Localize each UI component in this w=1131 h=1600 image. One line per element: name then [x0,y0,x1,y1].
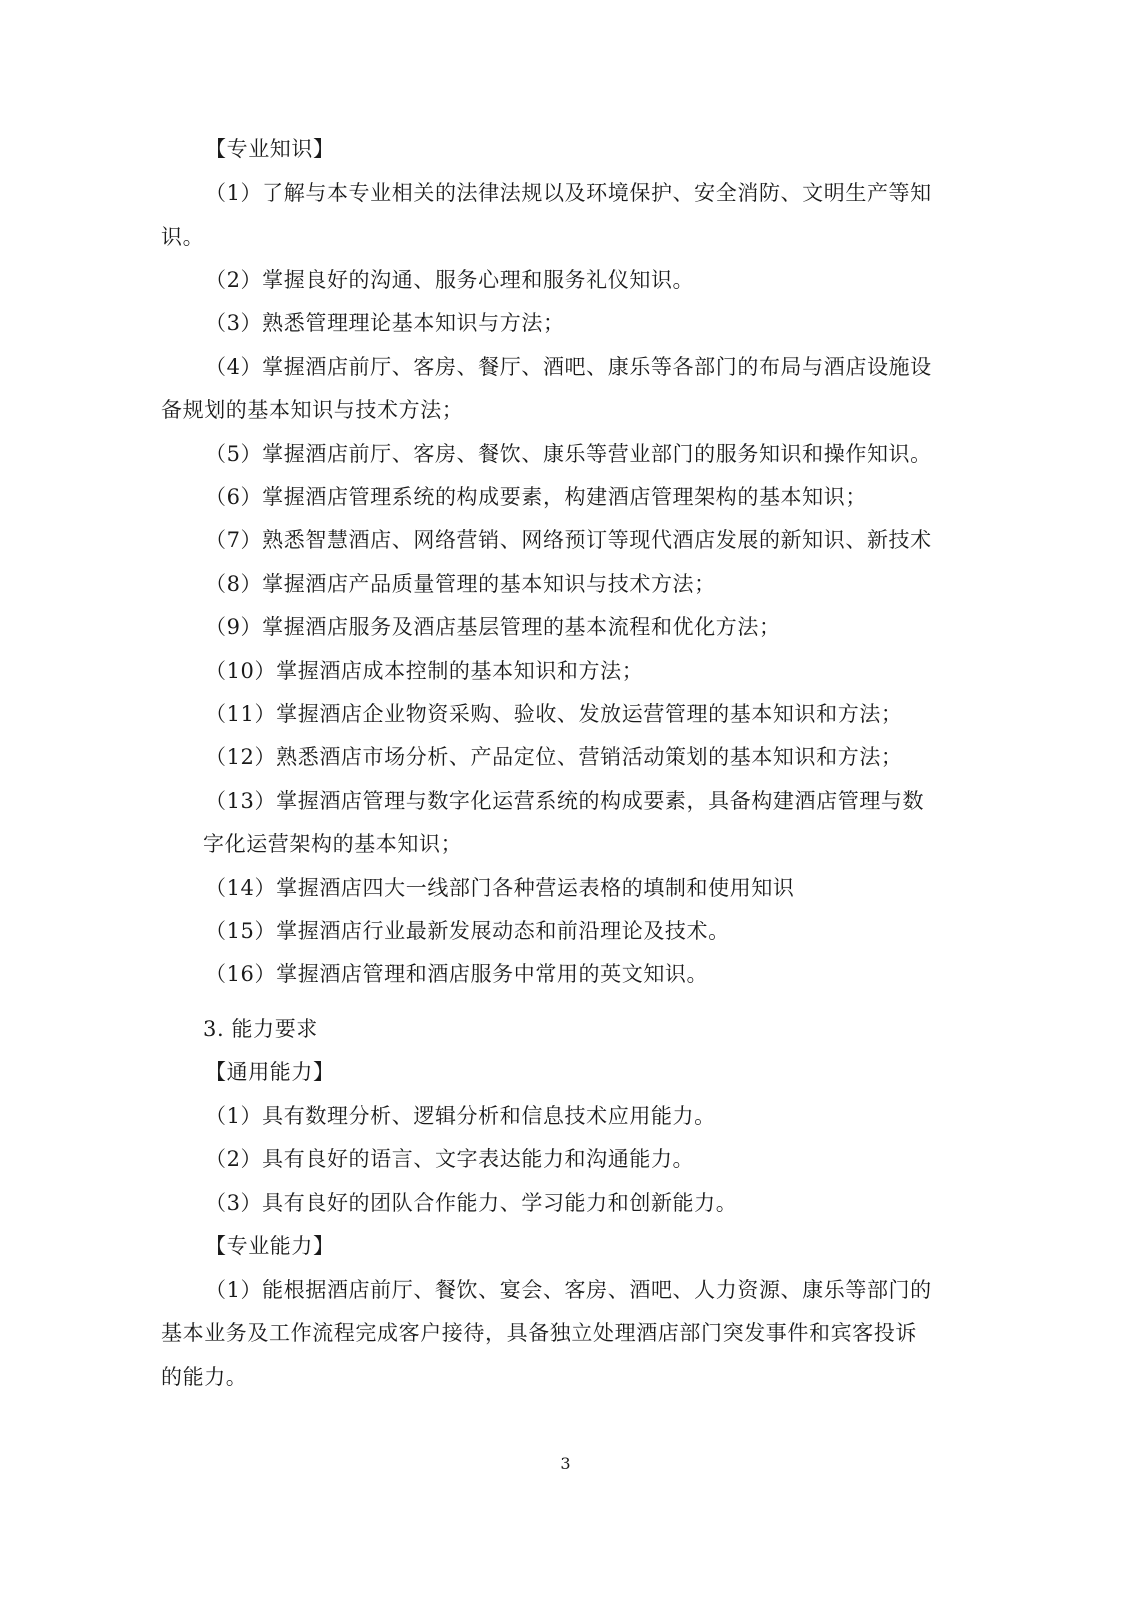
list-item: （1）能根据酒店前厅、餐饮、宴会、客房、酒吧、人力资源、康乐等部门的 [205,1278,932,1302]
list-item-continuation: 备规划的基本知识与技术方法； [161,398,464,422]
list-item: （10）掌握酒店成本控制的基本知识和方法； [205,659,644,683]
section-heading-general-ability: 【通用能力】 [205,1060,335,1084]
list-item: （12）熟悉酒店市场分析、产品定位、营销活动策划的基本知识和方法； [205,745,903,769]
list-item: （11）掌握酒店企业物资采购、验收、发放运营管理的基本知识和方法； [205,702,903,726]
list-item: （3）熟悉管理理论基本知识与方法； [205,311,565,335]
list-item: （16）掌握酒店管理和酒店服务中常用的英文知识。 [205,962,709,986]
section-title-ability: 3. 能力要求 [203,1017,318,1041]
list-item: （8）掌握酒店产品质量管理的基本知识与技术方法； [205,572,716,596]
list-item-continuation: 识。 [161,225,205,249]
list-item: （1）了解与本专业相关的法律法规以及环境保护、安全消防、文明生产等知 [205,181,932,205]
list-item: （5）掌握酒店前厅、客房、餐饮、康乐等营业部门的服务知识和操作知识。 [205,442,932,466]
list-item: （2）掌握良好的沟通、服务心理和服务礼仪知识。 [205,268,695,292]
list-item: （2）具有良好的语言、文字表达能力和沟通能力。 [205,1147,695,1171]
page-number: 3 [560,1454,571,1473]
section-heading-professional-ability: 【专业能力】 [205,1234,335,1258]
list-item: （6）掌握酒店管理系统的构成要素，构建酒店管理架构的基本知识； [205,485,867,509]
section-heading-knowledge: 【专业知识】 [205,137,335,161]
list-item: （1）具有数理分析、逻辑分析和信息技术应用能力。 [205,1104,716,1128]
list-item: （14）掌握酒店四大一线部门各种营运表格的填制和使用知识 [205,876,795,900]
list-item: （7）熟悉智慧酒店、网络营销、网络预订等现代酒店发展的新知识、新技术 [205,528,932,552]
list-item: （3）具有良好的团队合作能力、学习能力和创新能力。 [205,1191,738,1215]
list-item: （4）掌握酒店前厅、客房、餐厅、酒吧、康乐等各部门的布局与酒店设施设 [205,355,932,379]
list-item: （15）掌握酒店行业最新发展动态和前沿理论及技术。 [205,919,730,943]
list-item-continuation: 基本业务及工作流程完成客户接待，具备独立处理酒店部门突发事件和宾客投诉 [161,1321,917,1345]
list-item-continuation: 的能力。 [161,1365,248,1389]
list-item: （9）掌握酒店服务及酒店基层管理的基本流程和优化方法； [205,615,781,639]
list-item: （13）掌握酒店管理与数字化运营系统的构成要素，具备构建酒店管理与数 [205,789,925,813]
list-item-continuation: 字化运营架构的基本知识； [203,832,463,856]
